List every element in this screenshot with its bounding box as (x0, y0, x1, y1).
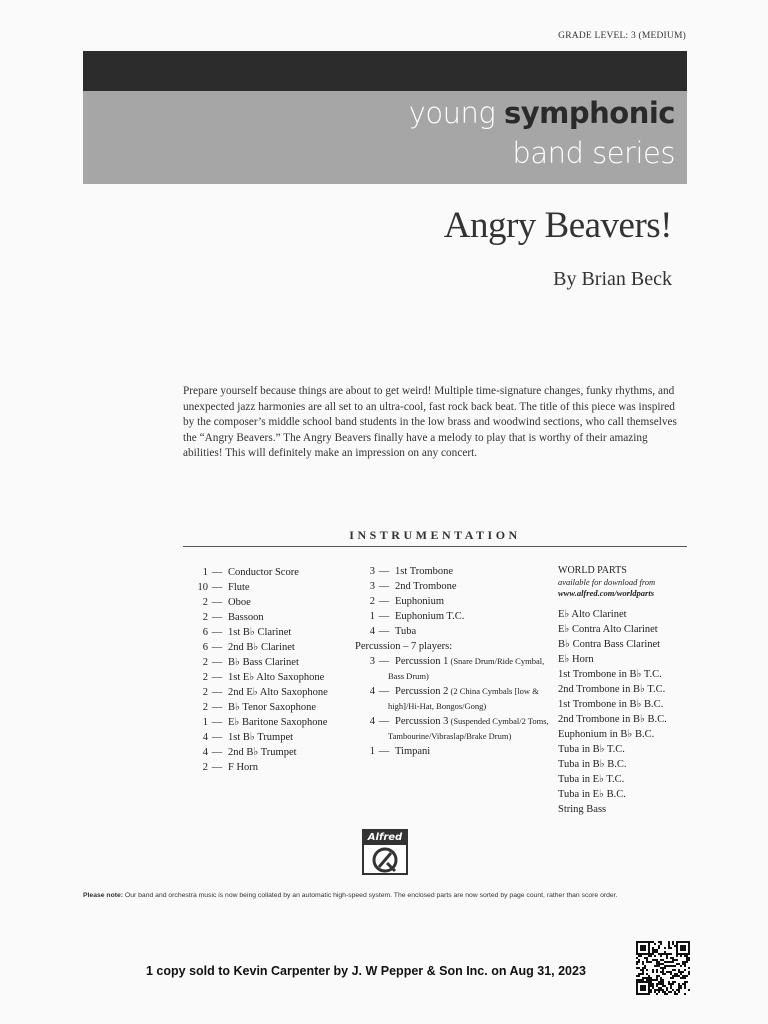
part-quantity: 2 (202, 702, 208, 713)
part-row (183, 670, 328, 685)
part-row (355, 624, 549, 639)
dash: — (211, 627, 223, 638)
part-quantity: 1 (369, 746, 375, 757)
series-word-symphonic: symphonic (504, 96, 675, 130)
part-name: Timpani (395, 746, 431, 757)
dash: — (211, 747, 223, 758)
part-row (355, 609, 549, 624)
part-quantity: 3 (369, 656, 375, 667)
part-quantity: 4 (202, 747, 208, 758)
part-quantity: 4 (369, 686, 375, 697)
part-row (355, 594, 549, 609)
instrumentation-heading: INSTRUMENTATION (349, 528, 521, 542)
part-quantity: 6 (202, 627, 208, 638)
world-parts-column (558, 564, 667, 817)
note-text: Our band and orchestra music is now being collated by an automatic high-speed system. The enclosed parts are now sorted by page count, rather than score order. (123, 892, 618, 899)
world-part-item: Euphonium in B♭ B.C. (558, 729, 655, 740)
part-quantity: 2 (202, 657, 208, 668)
part-quantity: 3 (369, 581, 375, 592)
part-row (183, 715, 328, 730)
part-row (355, 579, 549, 594)
part-row (183, 655, 328, 670)
part-row (183, 580, 328, 595)
part-row (355, 564, 549, 579)
collation-note (83, 892, 703, 899)
note-label: Please note: (83, 892, 124, 899)
description: Prepare yourself because things are about to get weird! Multiple time-signature changes, funky rhythms, and unexpected jazz harmonies are all set to an ultra-cool, fast rock back beat. The title of this piece was inspired by the composer’s middle school band students in the low brass and woodwind sections, who call themselves the “Angry Beavers.” The Angry Beavers finally have a melody to play that is worthy of their amazing abilities! This will definitely make an impression on any concert. (183, 385, 677, 459)
part-name: B♭ Tenor Saxophone (228, 702, 317, 713)
part-name: 1st E♭ Alto Saxophone (228, 672, 325, 683)
logo-text: Alfred (364, 831, 406, 845)
part-quantity: 1 (369, 611, 375, 622)
instrumentation-rule (183, 546, 687, 547)
composer: By Brian Beck (553, 268, 672, 290)
part-name: Percussion 1 (Snare Drum/Ride Cymbal, (395, 656, 545, 667)
part-detail: (2 China Cymbals [low & (448, 686, 539, 696)
part-name: Euphonium T.C. (395, 611, 465, 622)
world-part-item: E♭ Alto Clarinet (558, 609, 627, 620)
part-name: 2nd B♭ Clarinet (228, 642, 295, 653)
part-row (183, 730, 328, 745)
percussion-detail-cont: Bass Drum) (388, 671, 429, 681)
percussion-row (355, 714, 549, 729)
part-quantity: 2 (202, 687, 208, 698)
dash: — (211, 717, 223, 728)
part-quantity: 3 (369, 566, 375, 577)
dash: — (211, 597, 223, 608)
part-quantity: 2 (202, 762, 208, 773)
part-name: 1st B♭ Trumpet (228, 732, 294, 743)
dash: — (378, 626, 390, 637)
part-name: Percussion 3 (Suspended Cymbal/2 Toms, (395, 716, 549, 727)
instrumentation-column-1 (183, 565, 328, 775)
part-quantity: 2 (202, 672, 208, 683)
dash: — (378, 716, 390, 727)
part-row (183, 610, 328, 625)
sold-line: 1 copy sold to Kevin Carpenter by J. W Pepper & Son Inc. on Aug 31, 2023 (146, 964, 586, 978)
percussion-heading: Percussion – 7 players: (355, 641, 453, 652)
part-name: Tuba (395, 626, 417, 637)
dash: — (378, 596, 390, 607)
dash: — (378, 686, 390, 697)
part-quantity: 2 (369, 596, 375, 607)
part-row (183, 595, 328, 610)
part-name: 2nd B♭ Trumpet (228, 747, 297, 758)
dash: — (378, 566, 390, 577)
part-row (183, 745, 328, 760)
part-detail: (Suspended Cymbal/2 Toms, (448, 716, 549, 726)
part-quantity: 6 (202, 642, 208, 653)
series-word-young: young (408, 96, 496, 130)
world-parts-list (558, 607, 667, 817)
part-name: Oboe (228, 597, 251, 608)
world-part-item: Tuba in B♭ T.C. (558, 744, 625, 755)
piece-title: Angry Beavers! (443, 205, 672, 246)
percussion-detail-cont: Tambourine/Vibraslap/Brake Drum) (388, 731, 512, 741)
percussion-detail-cont: high]/Hi-Hat, Bongos/Gong) (388, 701, 487, 711)
qr-code-icon[interactable] (636, 941, 690, 995)
world-part-item: 2nd Trombone in B♭ T.C. (558, 684, 666, 695)
dash: — (211, 582, 223, 593)
part-row (183, 700, 328, 715)
part-quantity: 4 (202, 732, 208, 743)
dash: — (378, 746, 390, 757)
world-part-item: B♭ Contra Bass Clarinet (558, 639, 661, 650)
part-name: 2nd Trombone (395, 581, 457, 592)
part-row (183, 565, 328, 580)
part-name: Conductor Score (228, 567, 299, 578)
part-name: E♭ Baritone Saxophone (228, 717, 328, 728)
part-quantity: 4 (369, 716, 375, 727)
part-name: 1st Trombone (395, 566, 454, 577)
logo-emblem-icon (371, 847, 399, 873)
world-parts-title: WORLD PARTS (558, 565, 627, 576)
world-part-item: 2nd Trombone in B♭ B.C. (558, 714, 667, 725)
header-grey-band (83, 91, 687, 184)
dash: — (211, 672, 223, 683)
percussion-row (355, 684, 549, 699)
part-quantity: 1 (202, 567, 208, 578)
part-name: Percussion 2 (2 China Cymbals [low & (395, 686, 539, 697)
dash: — (211, 657, 223, 668)
part-row (183, 685, 328, 700)
world-part-item: E♭ Horn (558, 654, 594, 665)
part-quantity: 1 (202, 717, 208, 728)
dash: — (211, 762, 223, 773)
part-name: 1st B♭ Clarinet (228, 627, 292, 638)
world-part-item: 1st Trombone in B♭ B.C. (558, 699, 664, 710)
series-line-band: band series (512, 136, 675, 170)
part-name: 2nd E♭ Alto Saxophone (228, 687, 328, 698)
world-part-item: Tuba in E♭ T.C. (558, 774, 625, 785)
part-row (183, 640, 328, 655)
world-part-item: E♭ Contra Alto Clarinet (558, 624, 658, 635)
part-name: F Horn (228, 762, 259, 773)
percussion-row (355, 654, 549, 669)
part-name: Euphonium (395, 596, 444, 607)
world-part-item: Tuba in B♭ B.C. (558, 759, 627, 770)
part-quantity: 2 (202, 612, 208, 623)
world-parts-note: available for download from (558, 577, 656, 587)
world-part-item: Tuba in E♭ B.C. (558, 789, 626, 800)
world-part-item: 1st Trombone in B♭ T.C. (558, 669, 662, 680)
dash: — (211, 687, 223, 698)
header-black-band (83, 51, 687, 91)
dash: — (378, 581, 390, 592)
part-name: B♭ Bass Clarinet (228, 657, 299, 668)
grade-level: GRADE LEVEL: 3 (MEDIUM) (558, 31, 686, 41)
dash: — (211, 642, 223, 653)
world-part-item: String Bass (558, 804, 607, 815)
dash: — (211, 702, 223, 713)
dash: — (378, 656, 390, 667)
part-name: Bassoon (228, 612, 264, 623)
world-parts-url[interactable]: www.alfred.com/worldparts (558, 588, 655, 598)
part-name: Flute (228, 582, 250, 593)
series-title (409, 93, 675, 173)
part-row (183, 760, 328, 775)
part-quantity: 2 (202, 597, 208, 608)
part-detail: (Snare Drum/Ride Cymbal, (448, 656, 545, 666)
instrumentation-column-2 (355, 564, 549, 759)
dash: — (211, 567, 223, 578)
dash: — (211, 612, 223, 623)
part-row (183, 625, 328, 640)
dash: — (378, 611, 390, 622)
alfred-logo (362, 829, 408, 875)
part-quantity: 10 (197, 582, 208, 593)
dash: — (211, 732, 223, 743)
part-row (355, 744, 549, 759)
part-quantity: 4 (369, 626, 375, 637)
